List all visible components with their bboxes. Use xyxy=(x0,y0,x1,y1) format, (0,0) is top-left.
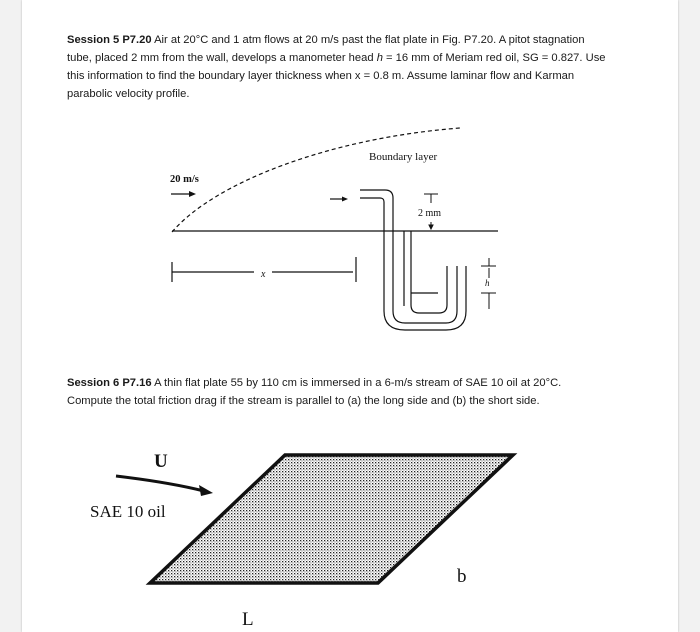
side-l-label: L xyxy=(242,609,254,630)
boundary-layer-label: Boundary layer xyxy=(369,151,438,163)
side-b-label: b xyxy=(457,566,467,587)
velocity-label: 20 m/s xyxy=(170,174,199,185)
gap-label: 2 mm xyxy=(418,208,442,219)
flow-arrow xyxy=(116,476,213,496)
problem-p7-16-label: Session 6 P7.16 xyxy=(67,377,152,389)
x-label: x xyxy=(261,269,266,280)
h-symbol: h xyxy=(376,52,383,64)
fluid-label: SAE 10 oil xyxy=(90,502,166,521)
problem-p7-20-body: Air at 20°C and 1 atm flows at 20 m/s past the flat plate in Fig. P7.20. A pitot stagnation tube, placed 2 mm from the wall, develops a manometer head xyxy=(67,34,585,64)
velocity-u-label: U xyxy=(154,451,168,472)
h-label: h xyxy=(485,278,490,288)
problem-p7-20-body-tail: = 16 mm of Meriam red oil, SG = 0.827. Use this information to find the boundary layer thickness when x = 0.8 m. Assume laminar flow and Karman parabolic velocity profile. xyxy=(67,52,606,100)
problem-p7-20-label: Session 5 P7.20 xyxy=(67,34,152,46)
flat-plate-parallelogram xyxy=(150,455,513,583)
problem-p7-16-body: A thin flat plate 55 by 110 cm is immersed in a 6-m/s stream of SAE 10 oil at 20°C. Compute the total friction drag if the stream is parallel to (a) the long side and (b) the short side. xyxy=(67,377,562,407)
